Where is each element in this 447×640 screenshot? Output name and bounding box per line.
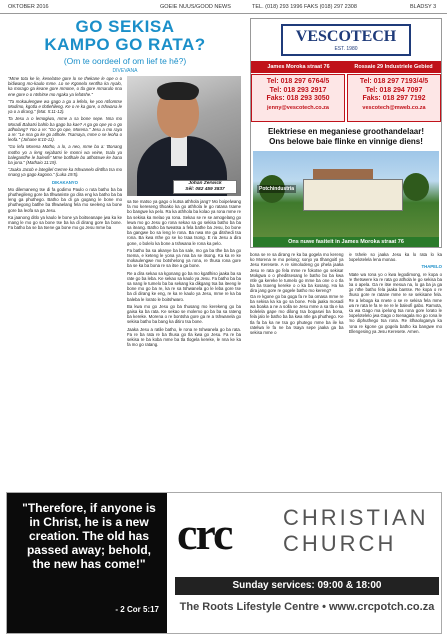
vescotech-advert	[250, 18, 442, 248]
photo-figure-shirt	[171, 136, 187, 166]
prayer-paragraph: Ntate wa rona yo o kwa legodimong, re kopa o re thetswere ka re rata go atlhola le go sekisa ba ba o apela. Ga re itse mesua na, lo ga ba ja ga go nthe batho fela jaaka bantse. Re kopa o re thuso gore re ratane mme re se sekisane fela. Re a leboga ka nnete o se re sekisa fela mme wa re rata le fa re ne re le baleofi gabo. Ramota, ka wa Gago ma ipelong tsa rona gore lorato le bopelotelelo jwa Gago o tsenagala mo go rona le mo diphuthego tsa rona. Re itlhaologanya ka rona re kgone go gogela batho ka bangwe mo Ellengesing ya Jesu Keresete. Amen.	[348, 271, 442, 334]
verse-paragraph: "Mme tota ke le, keselatse gore lo se thekane le ope o o bidiwang mo-kaulo mme. Lo se Kgonela sentlha ka nyalo, ka morago ga keane gore mmone, o tla gore mmarulo nna ene gore o o ntshitse mo ngaka ya lefatshe."	[8, 76, 122, 97]
author-name: Johan Zerwick	[188, 181, 222, 186]
headline-line-1: GO SEKISA	[75, 18, 175, 36]
photo-caption	[173, 180, 237, 194]
address-left: James Moroka straat 76	[251, 61, 346, 73]
contact-box-right	[347, 74, 441, 122]
email-address: vescotech@mweb.co.za	[362, 104, 426, 111]
verse-paragraph: "Ta mokaulengwe wa gago a ga a lefela, ke yoo ntšomtse Modimo, kgotla e tlotlehileng. Ke o re ka gore, o tshwana le ya o a dirang." (Mat. 5:11-12).	[8, 98, 122, 115]
sermon-article	[8, 18, 242, 488]
body-paragraph: Jaaka Jesu a ratile batho, le rona re tshwanela go ba rata. Fa re ba rata re ba thusa go tla kwa go Jesu. Fa re ba sekisa re ba koba mme ba tla tlogela kereke, le nna ke ka fa mo go ratang.	[127, 326, 241, 348]
fax-line: Faks: 018 293 3050	[266, 95, 330, 102]
premises-photo	[253, 151, 439, 237]
logo-word-christian: CHRISTIAN	[283, 505, 429, 530]
body-paragraph: Re a dira sekao sa kgonang go ba mo kgatlhiso jaaka ba sa rate go ba leba. Ke sekao sa kaulo ya Jesu. Fa batho ba ba sa nang le tumelo ba ba sekang ka dikgang tsa ba iteeng le bone mo go ba re, ka re sa tshwanela go le leba gore tse ba di dirang ke eng, re ka re kaulo ya Jesu, mme re ka ba baleba le lorato le boitshwaro.	[127, 270, 241, 302]
headline-line-2: KAMPO GO RATA?	[44, 35, 206, 54]
issue-date: OKTOBER 2016	[8, 4, 49, 10]
prayer-heading: THAPELO	[421, 264, 442, 270]
section-kicker: DIVEVANA	[112, 68, 138, 74]
body-paragraph: le tshele so jaaka Jesu ka lo rata lo ka bopelotelela lena monao.	[348, 252, 442, 263]
continuation-column-2	[349, 252, 443, 488]
fax-line: Faks: 018 297 7192	[362, 95, 426, 102]
logo-word-church: CHURCH	[283, 531, 397, 556]
phone-line: Tel: 018 297 6764/5	[266, 78, 330, 85]
body-paragraph: Fa batho ba sa akanye ba ba sale, mo ga ba tlhe ba ba go tsema, e keteng le yona ya nna ba se itsong. Ka ka re ke mokaulengwe mo botshelong ya rona, re thusa rona gore ba se ka ba bona re sa itse a ga bone.	[127, 247, 241, 269]
body-paragraph: sa tse matso ya gago o kutsa athhola jang? Mo boipelwang fa mo kereseng tlhoako ka go athhola le go ratana tsame bo bangwe ka pelo. Ra ka athhola ba kolao ya rona mme re ba sekisa ka melao ya rona. Sekao se re se amogelang go lewa mo go Jesu go rona sekao sa go sekisa batho ba ba sa iteang. Batho ba tweatsa a fela bathe ba Jesu, bo bone ba gangwe bo sa leng le rona. Ba nwa nte ga ditshedi tsa rona. Ba kwa nthe go se ko tsaa tsong. E ria Jesu a dira gone, o bolelo ka bone a tshwana le rona ka pelo.	[127, 199, 241, 246]
page-number: BLADSY 3	[410, 4, 437, 10]
church-banner-advert	[6, 492, 442, 634]
advert-footer: Ons nuwe fasiteit in James Moroka straat 76	[253, 237, 439, 247]
tagline-line-2: Ons belowe baie flinke en vinnige diens!	[269, 136, 423, 146]
photo-label: Potchindustria	[259, 186, 295, 192]
email-address: jenny@vescotech.co.za	[267, 104, 329, 111]
contact-numbers: TEL. (018) 293 1996 FAKS (018) 297 2308	[252, 4, 357, 10]
address-strip	[251, 61, 441, 73]
address-right: Rossaie 29 Industriele Gebied	[346, 61, 441, 73]
phone-line: Tel: 018 297 7193/4/5	[359, 78, 429, 85]
brand-name: VESCOTECH	[295, 28, 397, 45]
paper-title: GOEIE NUUS/GOOD NEWS	[160, 4, 231, 10]
vescotech-logo	[281, 24, 411, 56]
contact-box-left	[251, 74, 345, 122]
body-paragraph: Mo dilemaneng tse di fa godimo Paulo o ruta batho ba ba phuthegileng gore ba tlhwaniste go dira eng ka batho ba ba leng ga phuthego. Batho ba di ga gogang le bone mo phuthegong batlhe ba tlhwaelang fela mo seeleng sa bone gore ba leofa sa ga Jesu.	[8, 186, 122, 213]
verse-paragraph: "Jaaka Jacob e lategilel Gemre ka tshwanelo dintlha tsa mo nnang ya gago kagono." (Luka 19:5).	[8, 167, 122, 178]
verse-paragraph: "Go lefa Morena Motho, a lo, a neo, mme ba a: 'Bonang motho yo a leng sejabatsi le monni wa veine, tsala ya balegantlhe le baleofi!' Mme botlhale bo atlhotswe ke bana ba jona." (Mathaio 11:19).	[8, 144, 122, 166]
phone-line: Tel: 018 294 7097	[365, 86, 423, 94]
photo-building	[303, 179, 403, 211]
venue-and-website: The Roots Lifestyle Centre • www.crcpotch.co.za	[179, 601, 435, 613]
article-continuation	[250, 252, 442, 488]
body-paragraph: bona se re sa dirang re ka ba gogela mo kereng ko Morena re mo pelong; sonjo ya tlhangoitl ya Jesu Keresete. A re simolodeng go phela jaaka Jesu re rata go fela mme re fokotse go sekisa! Mokgwa o o pheditsesang le batho bo ba kwa ntle ga kereke le tumelo go mme ba one o o tla ba ba tsoeng kereke o o ka ba kosang. Ha ka dira jang gore re gogele batho mo kereng?	[250, 252, 344, 294]
author-phone: Sêl: 082 459 3837	[185, 187, 225, 192]
author-photo	[127, 76, 241, 196]
page-header	[0, 0, 447, 14]
advert-tagline	[251, 127, 441, 146]
scripture-reference: - 2 Cor 5:17	[115, 605, 159, 614]
body-paragraph: Ba kwa mo go Jesu go ba thusang mo kerekeng go ba gaisa ka ba rata. Ke sekao se molemo go ba ba sa rateng ba kereke. Morena o re bontsha gore ga re a tshwanela go sekisa batho ba bang ka ditiro tsa bone.	[127, 303, 241, 325]
verse-paragraph: Ta Jesu a o lemogiwa, mme a sa bone sepe. Nna mo Moradi Babatsi bahlo ba gago ba kae? A ga go ope yo o go atlholang? Yoo a re: "Go go ope, Morena." Jesu a mo raya a re: "Le nna ga ke go atlhole. Tsamaya, mme o se leoha o leofa." (Johane 8:10-11).	[8, 116, 122, 143]
section-subtitle: DIKAKANYO	[51, 179, 79, 185]
crc-logo: crc	[177, 508, 232, 559]
phone-line: Tel: 018 293 2917	[269, 86, 327, 94]
body-paragraph: Ga re kgone go ba goga fa re ba omasa mme re ba sekisa ka ka go sa bone. Fela jaaka mosadi wa boaka a ne a solla se Jesu mme a sa tla e ka bolelela gape mo dilong tsa bogaswi ba bona, fela jalo le batho ba ba kwa ntle ga phuthego. Ke tla fa ba ka ne tsa go phutego mme ba ile ka ratelwa le fa ne ba tsaya sepe jaaka ga ba sekisa mme o	[250, 293, 344, 336]
continuation-column-1	[250, 252, 344, 488]
scripture-quote: "Therefore, if anyone is in Christ, he is a new creation. The old has passed away; behold, the new has come!"	[22, 501, 156, 571]
photo-tree	[403, 173, 429, 201]
brand-established: EST. 1980	[334, 46, 358, 52]
article-column-1	[8, 76, 122, 488]
photo-figure-hair	[157, 82, 199, 100]
headline-translation: (Om te oordeel of om lief te hê?)	[63, 56, 187, 66]
tagline-line-1: Elektriese en meganiese groothandelaar!	[267, 127, 425, 136]
body-paragraph: Ka jaanong ditlo ya kaulo le bone ya boitseanape jwa ka ke mang le mo go sa bone tse ba ka di dirang gore ba bone. Fa batho ba se ba tsene ga bone mo go Jesu mme ba	[8, 214, 122, 231]
article-column-2	[127, 76, 241, 488]
service-times: Sunday services: 09:00 & 18:00	[175, 577, 439, 595]
